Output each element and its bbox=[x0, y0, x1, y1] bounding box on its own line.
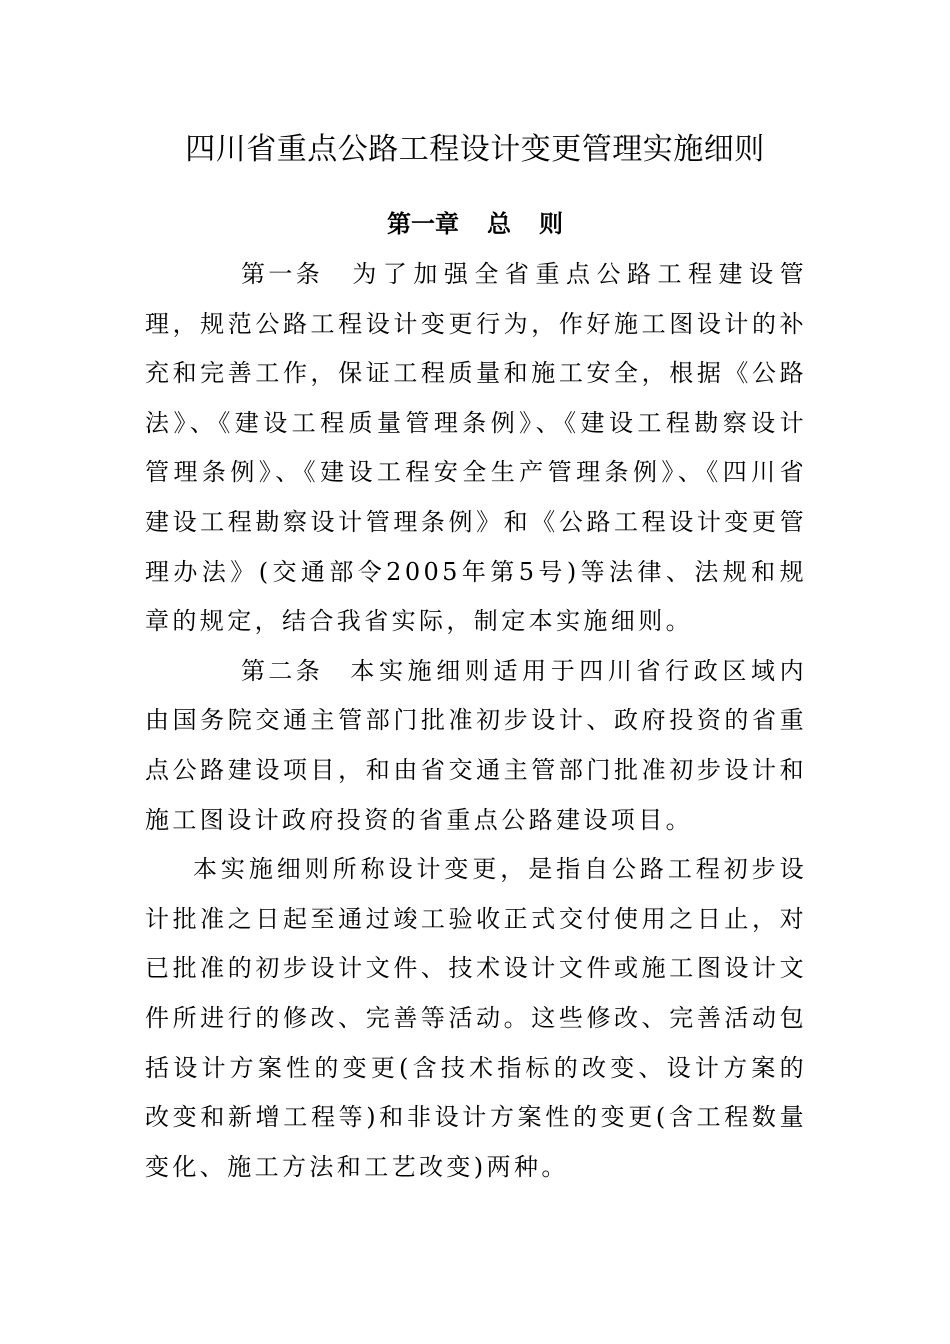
document-title: 四川省重点公路工程设计变更管理实施细则 bbox=[185, 132, 765, 167]
chapter-name-part2: 则 bbox=[539, 210, 563, 238]
chapter-heading bbox=[0, 206, 950, 242]
article-paragraph bbox=[145, 845, 807, 1192]
article-paragraph bbox=[145, 250, 807, 647]
article-label: 第二条 bbox=[241, 656, 324, 685]
chapter-number: 第一章 bbox=[387, 210, 459, 238]
article-text: 本实施细则适用于四川省行政区域内由国务院交通主管部门批准初步设计、政府投资的省重点公路建设项目，和由省交通主管部门批准初步设计和施工图设计政府投资的省重点公路建设项目。 bbox=[145, 656, 807, 834]
article-paragraph bbox=[145, 647, 807, 845]
article-text: 本实施细则所称设计变更，是指自公路工程初步设计批准之日起至通过竣工验收正式交付使用之日止，对已批准的初步设计文件、技术设计文件或施工图设计文件所进行的修改、完善等活动。这些修改、完善活动包括设计方案性的变更(含技术指标的改变、设计方案的改变和新增工程等)和非设计方案性的变更(含工程数量变化、施工方法和工艺改变)两种。 bbox=[145, 855, 807, 1181]
document-body bbox=[145, 250, 807, 1192]
article-text: 为了加强全省重点公路工程建设管理，规范公路工程设计变更行为，作好施工图设计的补充和完善工作，保证工程质量和施工安全，根据《公路法》、《建设工程质量管理条例》、《建设工程勘察设计管理条例》、《建设工程安全生产管理条例》、《四川省建设工程勘察设计管理条例》和《公路工程设计变更管理办法》(交通部令2005年第5号)等法律、法规和规章的规定，结合我省实际，制定本实施细则。 bbox=[145, 260, 807, 636]
article-label: 第一条 bbox=[241, 260, 324, 288]
chapter-name-part1: 总 bbox=[487, 210, 511, 238]
